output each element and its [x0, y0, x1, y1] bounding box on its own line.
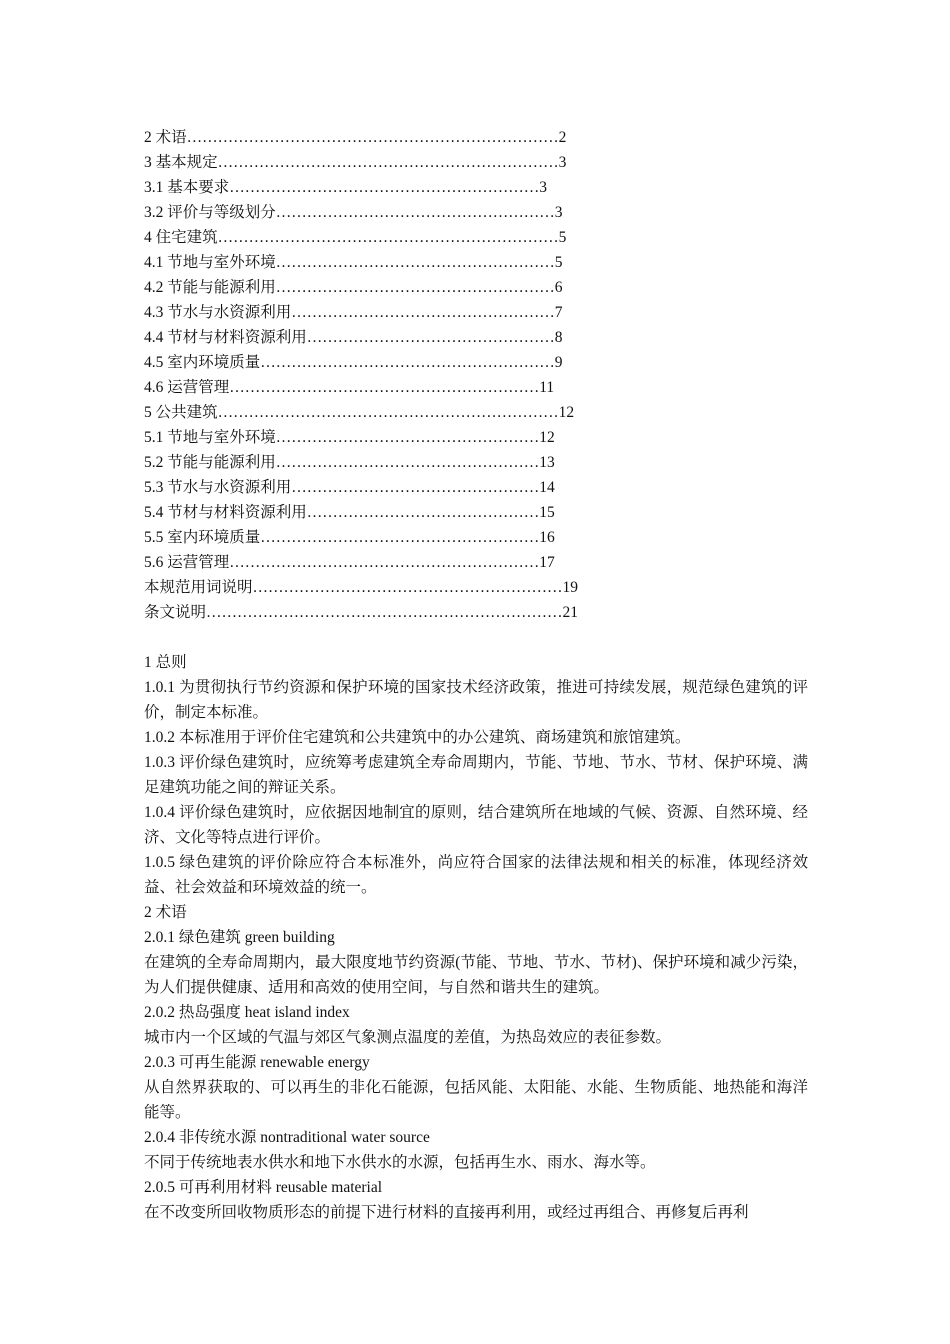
term-definition: 不同于传统地表水供水和地下水供水的水源，包括再生水、雨水、海水等。 [144, 1154, 656, 1171]
clause-paragraph: 1.0.4 评价绿色建筑时，应依据因地制宜的原则，结合建筑所在地域的气候、资源、自然环境、经济、文化等特点进行评价。 [144, 804, 808, 846]
toc-entry[interactable]: 4.1 节地与室外环境………………………………………………5 [144, 254, 563, 271]
section-heading: 2 术语 [144, 904, 187, 921]
toc-entry[interactable]: 4.6 运营管理……………………………………………………11 [144, 379, 555, 396]
toc-entry[interactable]: 2 术语………………………………………………………………2 [144, 129, 567, 146]
toc-entry[interactable]: 5.1 节地与室外环境……………………………………………12 [144, 429, 555, 446]
toc-entry[interactable]: 3.2 评价与等级划分………………………………………………3 [144, 204, 563, 221]
term-heading: 2.0.3 可再生能源 renewable energy [144, 1054, 370, 1071]
toc-entry[interactable]: 4.4 节材与材料资源利用…………………………………………8 [144, 329, 563, 346]
term-definition: 在不改变所回收物质形态的前提下进行材料的直接再利用，或经过再组合、再修复后再利 [144, 1204, 749, 1221]
toc-entry[interactable]: 4.5 室内环境质量…………………………………………………9 [144, 354, 563, 371]
toc-entry[interactable]: 5.3 节水与水资源利用…………………………………………14 [144, 479, 555, 496]
toc-entry[interactable]: 4 住宅建筑…………………………………………………………5 [144, 229, 567, 246]
toc-entry[interactable]: 3.1 基本要求……………………………………………………3 [144, 179, 548, 196]
toc-entry[interactable]: 5.6 运营管理……………………………………………………17 [144, 554, 555, 571]
toc-entry[interactable]: 条文说明……………………………………………………………21 [144, 604, 579, 621]
term-definition: 城市内一个区域的气温与郊区气象测点温度的差值，为热岛效应的表征参数。 [144, 1029, 672, 1046]
clause-paragraph: 1.0.5 绿色建筑的评价除应符合本标准外，尚应符合国家的法律法规和相关的标准，体现经济效益、社会效益和环境效益的统一。 [144, 854, 808, 896]
toc-entry[interactable]: 5.5 室内环境质量………………………………………………16 [144, 529, 555, 546]
clause-paragraph: 1.0.3 评价绿色建筑时，应统筹考虑建筑全寿命周期内，节能、节地、节水、节材、保护环境、满足建筑功能之间的辩证关系。 [144, 754, 808, 796]
toc-entry[interactable]: 本规范用词说明……………………………………………………19 [144, 579, 579, 596]
toc-entry[interactable]: 5 公共建筑…………………………………………………………12 [144, 404, 575, 421]
term-heading: 2.0.2 热岛强度 heat island index [144, 1004, 350, 1021]
toc-entry[interactable]: 5.4 节材与材料资源利用………………………………………15 [144, 504, 555, 521]
toc-entry[interactable]: 4.2 节能与能源利用………………………………………………6 [144, 279, 563, 296]
toc-entry[interactable]: 4.3 节水与水资源利用……………………………………………7 [144, 304, 563, 321]
clause-paragraph: 1.0.2 本标准用于评价住宅建筑和公共建筑中的办公建筑、商场建筑和旅馆建筑。 [144, 729, 691, 746]
document-body [144, 650, 808, 1225]
document-page [144, 125, 808, 1225]
section-heading: 1 总则 [144, 654, 187, 671]
term-heading: 2.0.1 绿色建筑 green building [144, 929, 335, 946]
clause-paragraph: 1.0.1 为贯彻执行节约资源和保护环境的国家技术经济政策，推进可持续发展，规范绿色建筑的评价，制定本标准。 [144, 679, 808, 721]
toc-entry[interactable]: 3 基本规定…………………………………………………………3 [144, 154, 567, 171]
term-heading: 2.0.5 可再利用材料 reusable material [144, 1179, 383, 1196]
table-of-contents [144, 125, 808, 625]
term-heading: 2.0.4 非传统水源 nontraditional water source [144, 1129, 430, 1146]
toc-entry[interactable]: 5.2 节能与能源利用……………………………………………13 [144, 454, 555, 471]
section-gap [144, 625, 808, 650]
term-definition: 从自然界获取的、可以再生的非化石能源，包括风能、太阳能、水能、生物质能、地热能和海洋能等。 [144, 1079, 808, 1121]
term-definition: 在建筑的全寿命周期内，最大限度地节约资源(节能、节地、节水、节材)、保护环境和减少污染，为人们提供健康、适用和高效的使用空间，与自然和谐共生的建筑。 [144, 954, 808, 996]
